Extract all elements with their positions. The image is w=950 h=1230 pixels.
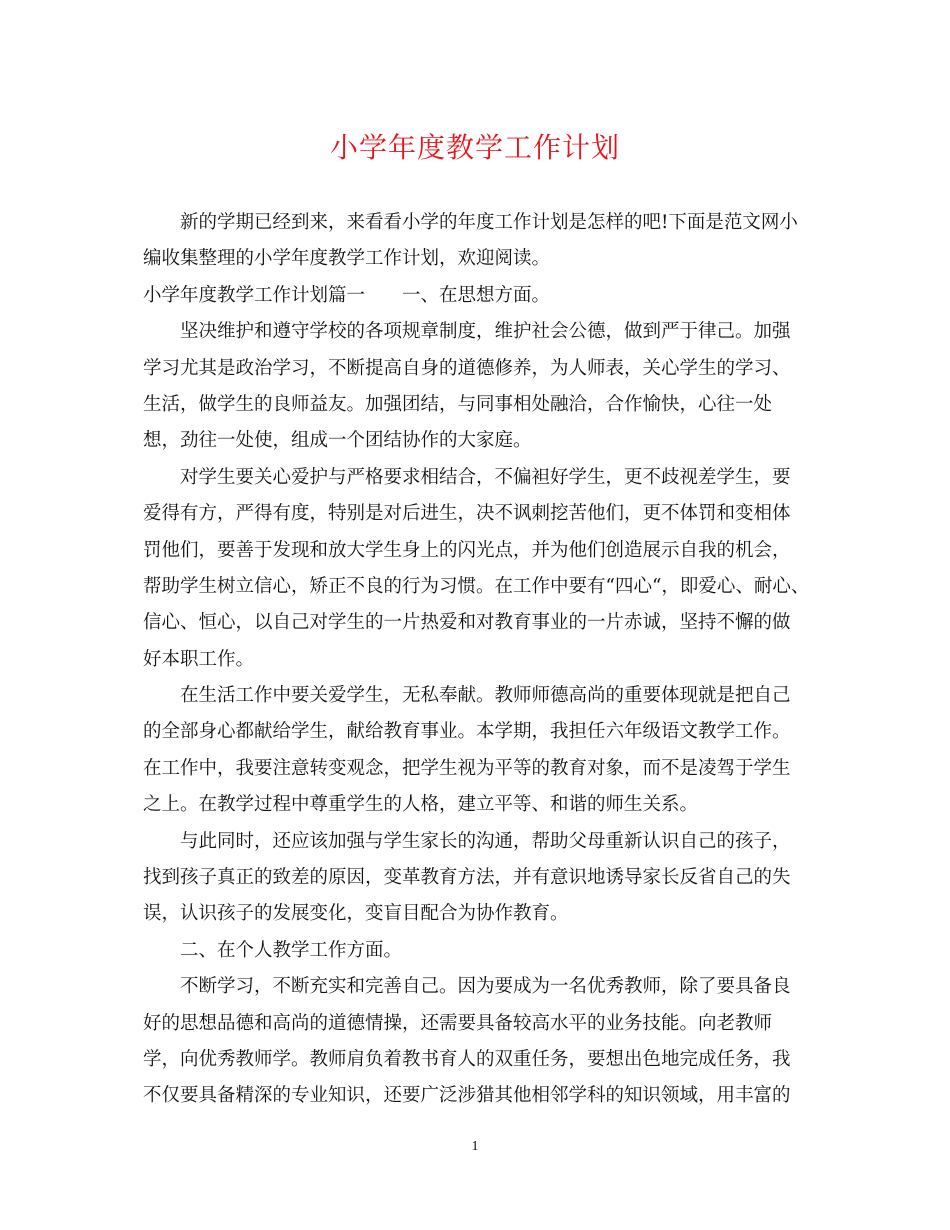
text-line: 想，劲往一处使，组成一个团结协作的大家庭。	[143, 430, 532, 452]
text-line: 不仅要具备精深的专业知识，还要广泛涉猎其他相邻学科的知识领域，用丰富的	[143, 1085, 791, 1107]
text-line: 在工作中，我要注意转变观念，把学生视为平等的教育对象，而不是凌驾于学生	[143, 757, 791, 779]
text-line: 的全部身心都献给学生，献给教育事业。本学期，我担任六年级语文教学工作。	[143, 721, 791, 743]
text-line: 罚他们，要善于发现和放大学生身上的闪光点，并为他们创造展示自我的机会，	[143, 539, 791, 561]
text-line: 二、在个人教学工作方面。	[180, 939, 403, 961]
text-line: 与此同时，还应该加强与学生家长的沟通，帮助父母重新认识自己的孩子，	[180, 830, 791, 852]
text-line: 之上。在教学过程中尊重学生的人格，建立平等、和谐的师生关系。	[143, 794, 699, 816]
text-line: 信心、恒心，以自己对学生的一片热爱和对教育事业的一片赤诚，坚持不懈的做	[143, 612, 791, 634]
text-line: 帮助学生树立信心，矫正不良的行为习惯。在工作中要有“四心“，即爱心、耐心、	[143, 575, 810, 597]
text-line: 小学年度教学工作计划篇一 一、在思想方面。	[143, 284, 551, 306]
text-line: 好本职工作。	[143, 648, 255, 670]
text-line: 误，认识孩子的发展变化，变盲目配合为协作教育。	[143, 903, 569, 925]
text-line: 不断学习，不断充实和完善自己。因为要成为一名优秀教师，除了要具备良	[180, 976, 791, 998]
text-line: 在生活工作中要关爱学生，无私奉献。教师师德高尚的重要体现就是把自己	[180, 685, 791, 707]
text-line: 对学生要关心爱护与严格要求相结合，不偏袒好学生，更不歧视差学生，要	[180, 466, 791, 488]
text-line: 编收集整理的小学年度教学工作计划，欢迎阅读。	[143, 248, 551, 270]
text-line: 新的学期已经到来，来看看小学的年度工作计划是怎样的吧!下面是范文网小	[180, 212, 798, 233]
text-line: 学，向优秀教师学。教师肩负着教书育人的双重任务，要想出色地完成任务，我	[143, 1048, 791, 1070]
text-line: 学习尤其是政治学习，不断提高自身的道德修养，为人师表，关心学生的学习、	[143, 357, 791, 379]
text-line: 爱得有方，严得有度，特别是对后进生，决不讽刺挖苦他们，更不体罚和变相体	[143, 503, 791, 525]
document-title: 小学年度教学工作计划	[329, 131, 620, 164]
text-line: 找到孩子真正的致差的原因，变革教育方法，并有意识地诱导家长反省自己的失	[143, 867, 791, 889]
text-line: 好的思想品德和高尚的道德情操，还需要具备较高水平的业务技能。向老教师	[143, 1012, 773, 1034]
page-number: 1	[471, 1139, 479, 1154]
text-line: 坚决维护和遵守学校的各项规章制度，维护社会公德，做到严于律己。加强	[180, 321, 791, 343]
text-line: 生活，做学生的良师益友。加强团结，与同事相处融洽，合作愉快，心往一处	[143, 393, 773, 415]
document-body	[143, 205, 808, 1115]
